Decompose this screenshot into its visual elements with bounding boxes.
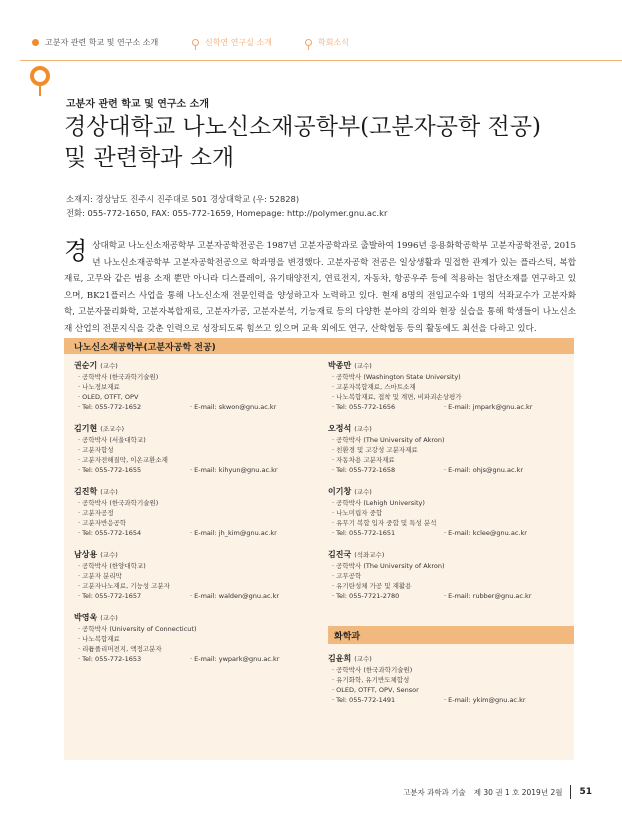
faculty-column-right <box>328 360 568 612</box>
faculty-detail: · 공학박사 (한국과학기술원) <box>78 499 159 507</box>
faculty-detail: · 고분자나노재료, 기능성 고분자 <box>78 582 170 590</box>
faculty-tel: · Tel: 055-772-1655 <box>78 466 142 474</box>
ring-marker-icon <box>30 66 50 86</box>
nav-current[interactable] <box>32 37 158 48</box>
faculty-email[interactable]: · E-mail: skwon@gnu.ac.kr <box>190 403 277 411</box>
footer-issue: 제 30 권 1 호 2019년 2월 <box>473 787 563 797</box>
footer-journal: 고분자 과학과 기술 <box>403 787 466 797</box>
faculty-detail: · 고무공학 <box>332 572 362 580</box>
faculty-name-row <box>328 360 568 372</box>
faculty-column-chemistry <box>328 653 568 705</box>
faculty-column-left <box>74 360 314 675</box>
nav-society-news-label: 학회소식 <box>318 38 349 47</box>
faculty-tel: · Tel: 055-772-1654 <box>78 529 142 537</box>
faculty-rank: (교수) <box>100 488 118 496</box>
faculty-contact <box>328 402 568 412</box>
faculty-tel: · Tel: 055-772-1491 <box>332 696 396 704</box>
faculty-detail: · 공학박사 (The University of Akron) <box>332 562 445 570</box>
faculty-email[interactable]: · E-mail: rubber@gnu.ac.kr <box>444 592 532 600</box>
page-title-line1: 경상대학교 나노신소재공학부(고분자공학 전공) <box>64 114 541 140</box>
faculty-detail: · 공학박사 (Washington State University) <box>332 373 461 381</box>
faculty-detail: · 공학박사 (한국과학기술원) <box>332 666 413 674</box>
page-footer <box>403 785 592 799</box>
ring-marker-tail <box>39 84 41 96</box>
faculty-tel: · Tel: 055-772-1653 <box>78 655 142 663</box>
section-kicker: 고분자 관련 학교 및 연구소 소개 <box>66 99 209 110</box>
faculty-rank: (교수) <box>100 362 118 370</box>
faculty-entry <box>328 486 568 538</box>
faculty-tel: · Tel: 055-772-1656 <box>332 403 396 411</box>
chemistry-header-label: 화학과 <box>334 632 361 642</box>
faculty-tel: · Tel: 055-772-1658 <box>332 466 396 474</box>
faculty-detail: · 나노정보재료 <box>78 383 120 391</box>
faculty-email[interactable]: · E-mail: ohjs@gnu.ac.kr <box>444 466 524 474</box>
faculty-detail: · 유기탄성체 가공 및 재활용 <box>332 582 412 590</box>
faculty-header <box>64 338 574 354</box>
faculty-email[interactable]: · E-mail: jh_kim@gnu.ac.kr <box>190 529 277 537</box>
faculty-name: 김윤희 <box>328 654 352 663</box>
faculty-detail: · 공학박사 (한국과학기술원) <box>78 373 159 381</box>
faculty-detail: · 나노미립자 중합 <box>332 509 383 517</box>
circle-dot-icon <box>32 39 39 46</box>
page-title <box>64 112 584 174</box>
nav-current-label: 고분자 관련 학교 및 연구소 소개 <box>45 38 159 47</box>
address-line: 소재지: 경상남도 진주시 진주대로 501 경상대학교 (우: 52828) <box>66 194 300 204</box>
faculty-detail: · 자동차용 고분자재료 <box>332 456 395 464</box>
nav-lab-intro[interactable] <box>192 37 272 48</box>
faculty-name-row <box>74 360 314 372</box>
faculty-rank: (교수) <box>100 614 118 622</box>
pin-icon <box>305 39 312 46</box>
contact-info <box>66 192 387 220</box>
faculty-tel: · Tel: 055-772-1657 <box>78 592 142 600</box>
faculty-entry <box>328 360 568 412</box>
faculty-email[interactable]: · E-mail: jmpark@gnu.ac.kr <box>444 403 533 411</box>
faculty-rank: (교수) <box>354 425 372 433</box>
faculty-email[interactable]: · E-mail: kihyun@gnu.ac.kr <box>190 466 278 474</box>
faculty-rank: (교수) <box>100 551 118 559</box>
faculty-tel: · Tel: 055-7721-2780 <box>332 592 400 600</box>
faculty-detail: · 공학박사 (The University of Akron) <box>332 436 445 444</box>
faculty-detail: · OLED, OTFT, OPV <box>78 393 139 401</box>
nav-divider <box>20 60 622 61</box>
faculty-tel: · Tel: 055-772-1651 <box>332 529 396 537</box>
faculty-contact <box>74 654 314 664</box>
faculty-rank: (교수) <box>354 655 372 663</box>
faculty-detail: · 공학박사 (University of Connecticut) <box>78 625 197 633</box>
faculty-email[interactable]: · E-mail: ywpark@gnu.ac.kr <box>190 655 280 663</box>
faculty-contact <box>74 591 314 601</box>
faculty-detail: · 리튬폴리머전지, 액정고분자 <box>78 645 162 653</box>
faculty-entry <box>74 612 314 664</box>
faculty-entry <box>74 549 314 601</box>
faculty-detail: · 고분자합성 <box>78 446 114 454</box>
faculty-rank: (석좌교수) <box>354 551 385 559</box>
faculty-detail: · 고분자반응공학 <box>78 519 127 527</box>
faculty-entry <box>328 423 568 475</box>
faculty-detail: · 나노복합재료, 접착 및 계면, 비파괴손상평가 <box>332 393 462 401</box>
faculty-contact <box>74 402 314 412</box>
faculty-email[interactable]: · E-mail: kclee@gnu.ac.kr <box>444 529 527 537</box>
faculty-name: 남상용 <box>74 550 98 559</box>
faculty-name: 박영욱 <box>74 613 98 622</box>
top-nav <box>0 0 622 80</box>
faculty-detail: · 친환경 및 고강성 고분자재료 <box>332 446 418 454</box>
faculty-name-row <box>74 612 314 624</box>
faculty-detail: · OLED, OTFT, OPV, Sensor <box>332 686 419 694</box>
faculty-rank: (조교수) <box>100 425 125 433</box>
faculty-name-row <box>328 549 568 561</box>
faculty-contact <box>74 465 314 475</box>
nav-lab-intro-label: 신학연 연구실 소개 <box>205 38 272 47</box>
faculty-email[interactable]: · E-mail: ykim@gnu.ac.kr <box>444 696 526 704</box>
pin-icon <box>192 39 199 46</box>
faculty-detail: · 고분자 분리막 <box>78 572 122 580</box>
faculty-name: 이기창 <box>328 487 352 496</box>
faculty-name: 권순기 <box>74 361 98 370</box>
faculty-rank: (교수) <box>354 362 372 370</box>
faculty-entry <box>328 549 568 601</box>
faculty-contact <box>74 528 314 538</box>
faculty-rank: (교수) <box>354 488 372 496</box>
faculty-detail: · 고분자전해질막, 이온교환소재 <box>78 456 168 464</box>
page-title-line2: 및 관련학과 소개 <box>64 145 235 171</box>
faculty-contact <box>328 591 568 601</box>
faculty-tel: · Tel: 055-772-1652 <box>78 403 142 411</box>
faculty-entry <box>74 486 314 538</box>
dropcap: 경 <box>64 237 88 265</box>
faculty-entry <box>74 360 314 412</box>
faculty-detail: · 공학박사 (Lehigh University) <box>332 499 425 507</box>
faculty-contact <box>328 528 568 538</box>
faculty-detail: · 유기화학, 유기반도체합성 <box>332 676 410 684</box>
intro-text: 상대학교 나노신소재공학부 고분자공학전공은 1987년 고분자공학과로 출발하여 1996년 응용화학공학부 고분자공학전공, 2015년 나노신소재공학부 고분자공학전공으로 학과명을 변경했다. 고분자공학 전공은 일상생활과 밀접한 관계가 있는 플라스틱, 복합재료, 고무와 같은 범용 소재 뿐만 아니라 디스플레이, 유기태양전지, 연료전지, 자동차, 항공우주 등에 적용하는 첨단소재를 연구하고 있으며, BK21플러스 사업을 통해 나노신소재 전문인력을 양성하고자 노력하고 있다. 현재 8명의 전임교수와 1명의 석좌교수가 고분자화학, 고분자물리화학, 고분자복합재료, 고분자가공, 고분자분석, 기능재료 등의 다양한 분야의 강의와 현장 실습을 통해 학생들이 나노신소재 산업의 전문지식을 갖춘 인력으로 성장되도록 힘쓰고 있으며 교육 외에도 연구, 산학협동 등의 활동에도 최선을 다하고 있다. <box>64 241 576 334</box>
faculty-detail: · 나노복합재료 <box>78 635 120 643</box>
faculty-name: 김기현 <box>74 424 98 433</box>
faculty-detail: · 공학박사 (서울대학교) <box>78 436 146 444</box>
faculty-detail: · 유무기 복합 입자 중합 및 특성 분석 <box>332 519 437 527</box>
faculty-entry <box>328 653 568 705</box>
faculty-email[interactable]: · E-mail: walden@gnu.ac.kr <box>190 592 280 600</box>
faculty-contact <box>328 465 568 475</box>
faculty-detail: · 공학박사 (한양대학교) <box>78 562 146 570</box>
nav-society-news[interactable] <box>305 37 349 48</box>
faculty-contact <box>328 695 568 705</box>
faculty-name-row <box>328 653 568 665</box>
faculty-name-row <box>74 486 314 498</box>
faculty-header-label: 나노신소재공학부(고분자공학 전공) <box>74 343 216 353</box>
chemistry-header <box>328 626 574 644</box>
faculty-name-row <box>74 549 314 561</box>
faculty-box <box>64 338 574 760</box>
intro-paragraph <box>64 238 576 338</box>
phone-line: 전화: 055-772-1650, FAX: 055-772-1659, Homepage: http://polymer.gnu.ac.kr <box>66 208 388 218</box>
footer-divider <box>570 785 571 799</box>
faculty-detail: · 고분자복합재료, 스마트소재 <box>332 383 416 391</box>
faculty-name: 박종만 <box>328 361 352 370</box>
faculty-name-row <box>328 423 568 435</box>
faculty-name-row <box>74 423 314 435</box>
faculty-entry <box>74 423 314 475</box>
faculty-name-row <box>328 486 568 498</box>
page-number: 51 <box>579 787 592 797</box>
faculty-name: 김진국 <box>328 550 352 559</box>
faculty-name: 오정석 <box>328 424 352 433</box>
faculty-name: 김진학 <box>74 487 98 496</box>
faculty-detail: · 고분자공정 <box>78 509 114 517</box>
